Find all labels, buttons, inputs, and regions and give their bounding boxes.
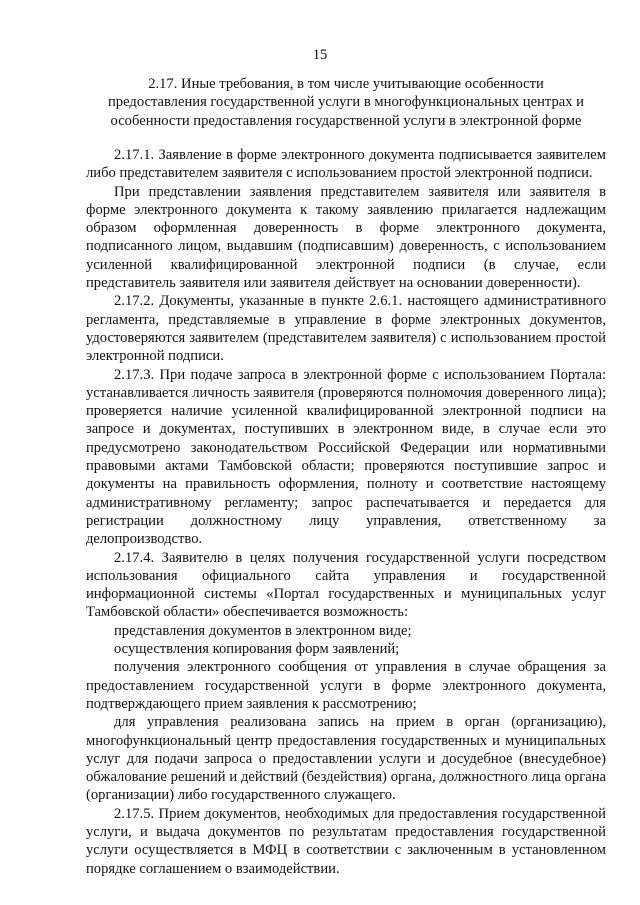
- heading-line: предоставления государственной услуги в многофункциональных центрах и: [108, 94, 584, 111]
- paragraph-2-17-2: 2.17.2. Документы, указанные в пункте 2.6.1. настоящего административного регламента, представляемые в управление в форме электронных документов, удостоверяются заявителем (представителем заявителя) с использованием простой электронной подписи.: [86, 293, 606, 365]
- section-heading: [86, 75, 606, 130]
- list-item: представления документов в электронном виде;: [114, 622, 412, 639]
- heading-line: особенности предоставления государственной услуги в электронной форме: [110, 112, 582, 129]
- list-item: для управления реализована запись на прием в орган (организацию), многофункциональный центр предоставления государственных и муниципальных услуг для подачи запроса о предоставлении услуги и досудебное (внесудебное) обжалование решений и действий (бездействия) органа, должностного лица органа (организации) либо государственного служащего.: [86, 714, 606, 804]
- section-body: [86, 146, 606, 878]
- paragraph-2-17-5: 2.17.5. Прием документов, необходимых для предоставления государственной услуги, и выдача документов по результатам предоставления государственной услуги осуществляется в МФЦ в соответствии с заключенным в установленном порядке соглашением о взаимодействии.: [86, 805, 606, 877]
- paragraph-2-17-1: 2.17.1. Заявление в форме электронного документа подписывается заявителем либо представителем заявителя с использованием простой электронной подписи.: [86, 147, 606, 182]
- list-item: осуществления копирования форм заявлений;: [114, 641, 400, 658]
- list-item: получения электронного сообщения от управления в случае обращения за предоставлением государственной услуги в форме электронного документа, подтверждающего прием заявления к рассмотрению;: [86, 659, 606, 712]
- page-number: 15: [312, 47, 328, 63]
- paragraph-2-17-3: 2.17.3. При подаче запроса в электронной форме с использованием Портала: устанавливается личность заявителя (проверяются полномочия доверенного лица); проверяется наличие усиленной квалифицированной электронной подписи на запросе и документах, поступивших в электронном виде, в случае если это предусмотрено законодательством Российской Федерации или нормативными правовыми актами Тамбовской области; проверяются поступившие запрос и документы на правильность оформления, полноту и соответствие настоящему административному регламенту; запрос распечатывается и передается для регистрации должностному лицу управления, ответственному за делопроизводство.: [86, 366, 606, 548]
- heading-line: 2.17. Иные требования, в том числе учитывающие особенности: [148, 76, 544, 92]
- paragraph-representative: При представлении заявления представителем заявителя или заявителя в форме электронного документа к такому заявлению прилагается надлежащим образом оформленная доверенность в форме электронного документа, подписанного лицом, выдавшим (подписавшим) доверенность, с использованием усиленной квалифицированной электронной подписи (в случае, если представитель заявителя или заявителя действует на основании доверенности).: [86, 183, 606, 292]
- paragraph-2-17-4: 2.17.4. Заявителю в целях получения государственной услуги посредством использования официального сайта управления и государственной информационной системы «Портал государственных и муниципальных услуг Тамбовской области» обеспечивается возможность:: [86, 549, 606, 621]
